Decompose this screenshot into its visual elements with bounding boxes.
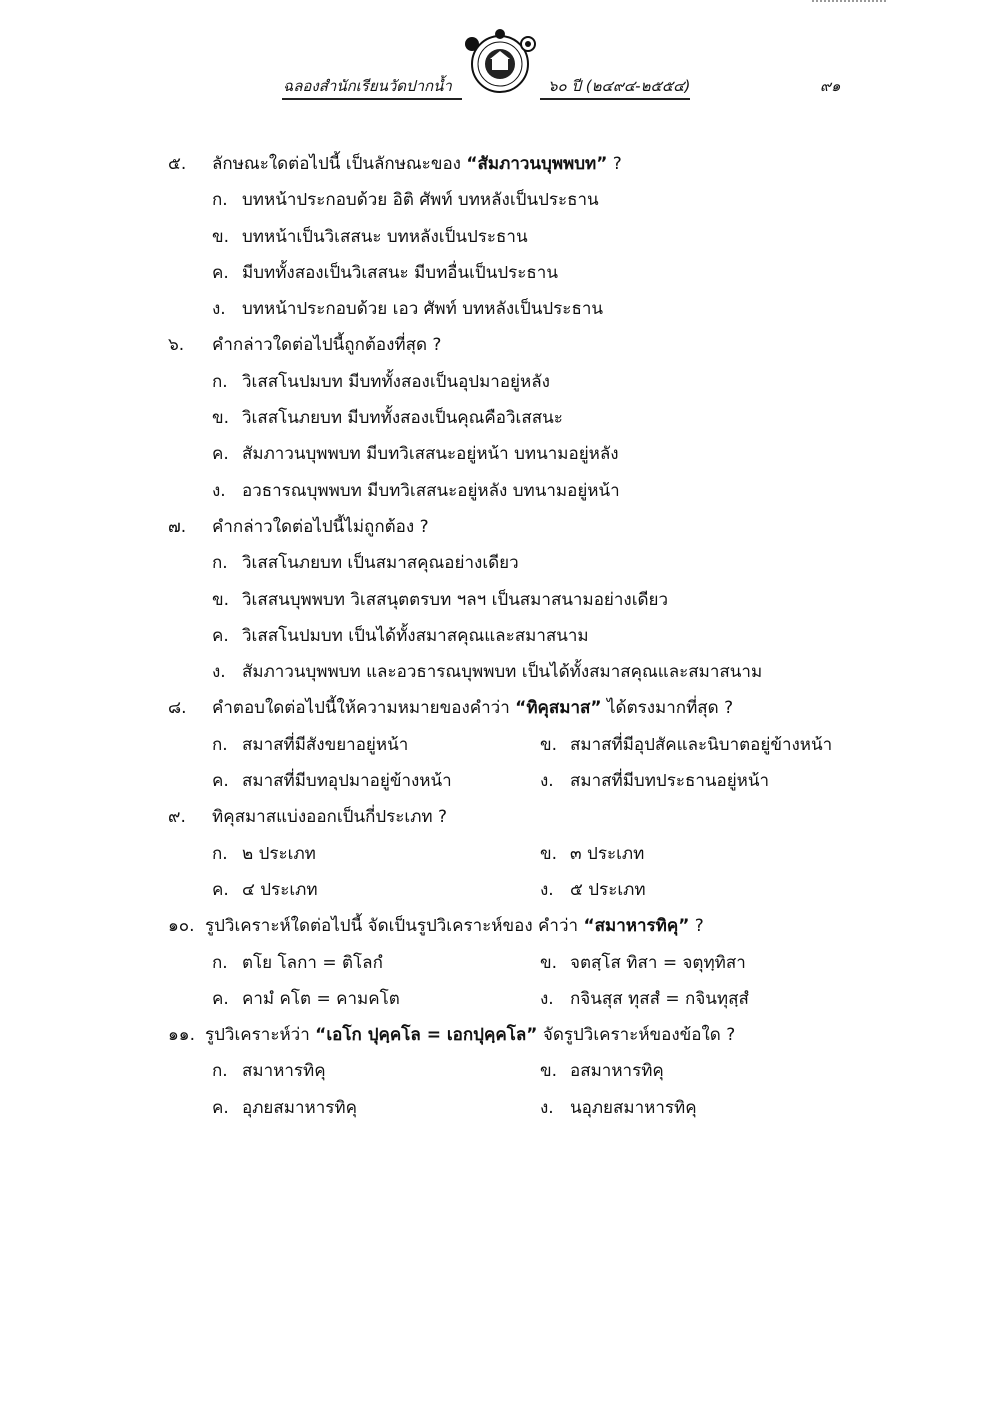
option-b: ข. ๓ ประเภท [540,843,645,864]
option-c: ค. ๔ ประเภท [212,879,318,900]
page-header [0,0,1000,120]
option-a: ก. วิเสสโนปมบท มีบททั้งสองเป็นอุปมาอยู่หลัง [212,371,550,392]
option-row [0,545,1000,581]
option-b: ข. บทหน้าเป็นวิเสสนะ บทหลังเป็นประธาน [212,226,528,247]
exam-content [0,146,1000,1126]
option-d: ง. สัมภาวนบุพพบท และอวธารณบุพพบท เป็นได้ทั้งสมาสคุณและสมาสนาม [212,662,763,683]
question-text: คำตอบใดต่อไปนี้ให้ความหมายของคำว่า “ทิคุสมาส” ได้ตรงมากที่สุด ? [212,698,734,719]
option-a: ก. สมาหารทิคุ [212,1061,326,1082]
question-number: ๕. [168,154,187,174]
option-row [0,872,1000,908]
option-row [0,654,1000,690]
option-c: ค. มีบททั้งสองเป็นวิเสสนะ มีบทอื่นเป็นประธาน [212,262,558,283]
option-d: ง. สมาสที่มีบทประธานอยู่หน้า [540,771,770,792]
option-d: ง. บทหน้าประกอบด้วย เอว ศัพท์ บทหลังเป็นประธาน [212,299,603,320]
question-10 [0,908,1000,944]
option-d: ง. นอุภยสมาหารทิคุ [540,1097,697,1118]
option-c: ค. อุภยสมาหารทิคุ [212,1097,357,1118]
option-c: ค. คามํ คโต = คามคโต [212,988,400,1009]
question-9 [0,799,1000,835]
question-6 [0,327,1000,363]
question-number: ๙. [168,807,186,828]
question-8 [0,690,1000,726]
option-row [0,836,1000,872]
page-number: ๙๑ [820,77,841,95]
question-text: ลักษณะใดต่อไปนี้ เป็นลักษณะของ “สัมภาวนบุพพบท” ? [212,154,622,174]
option-c: ค. สัมภาวนบุพพบท มีบทวิเสสนะอยู่หน้า บทนามอยู่หลัง [212,444,619,465]
option-row [0,291,1000,327]
header-rule-right [540,98,690,100]
question-11 [0,1017,1000,1053]
option-a: ก. ตโย โลกา = ติโลกํ [212,952,383,973]
question-text: คำกล่าวใดต่อไปนี้ถูกต้องที่สุด ? [212,335,442,356]
question-number: ๑๐. [168,916,195,937]
option-b: ข. สมาสที่มีอุปสัคและนิบาตอยู่ข้างหน้า [540,734,833,755]
question-text: รูปวิเคราะห์ว่า “เอโก ปุคฺคโล = เอกปุคฺคโล” จัดรูปวิเคราะห์ของข้อใด ? [205,1025,736,1046]
option-a: ก. ๒ ประเภท [212,843,316,864]
option-c: ค. สมาสที่มีบทอุปมาอยู่ข้างหน้า [212,771,452,792]
option-row [0,945,1000,981]
question-text: รูปวิเคราะห์ใดต่อไปนี้ จัดเป็นรูปวิเคราะห์ของ คำว่า “สมาหารทิคุ” ? [205,916,704,937]
option-d: ง. กจินสุส ทุสสํ = กจินทุสฺสํ [540,988,749,1009]
question-text: ทิคุสมาสแบ่งออกเป็นกี่ประเภท ? [212,807,448,828]
option-b: ข. จตสฺโส ทิสา = จตุทฺทิสา [540,952,746,973]
option-row [0,400,1000,436]
option-a: ก. บทหน้าประกอบด้วย อิติ ศัพท์ บทหลังเป็นประธาน [212,190,599,211]
option-d: ง. ๕ ประเภท [540,879,646,900]
option-b: ข. วิเสสโนภยบท มีบททั้งสองเป็นคุณคือวิเสสนะ [212,408,563,429]
header-anniversary: ๖๐ ปี (๒๔๙๔-๒๕๕๔) [548,77,691,95]
temple-emblem-icon [455,28,545,98]
question-number: ๗. [168,516,187,537]
option-d: ง. อวธารณบุพพบท มีบทวิเสสนะอยู่หลัง บทนามอยู่หน้า [212,480,620,501]
option-b: ข. วิเสสนบุพพบท วิเสสนุตตรบท ฯลฯ เป็นสมาสนามอย่างเดียว [212,589,669,610]
option-row [0,981,1000,1017]
header-institution: ฉลองสำนักเรียนวัดปากน้ำ [283,77,452,95]
option-row [0,255,1000,291]
option-row [0,182,1000,218]
option-row [0,582,1000,618]
option-row [0,727,1000,763]
question-number: ๘. [168,698,187,719]
header-rule-left [282,98,462,100]
option-row [0,763,1000,799]
option-b: ข. อสมาหารทิคุ [540,1061,664,1082]
option-row [0,219,1000,255]
option-row [0,1053,1000,1089]
question-5 [0,146,1000,182]
option-a: ก. วิเสสโนภยบท เป็นสมาสคุณอย่างเดียว [212,553,519,574]
question-7 [0,509,1000,545]
option-row [0,364,1000,400]
question-number: ๖. [168,335,185,356]
option-a: ก. สมาสที่มีสังขยาอยู่หน้า [212,734,409,755]
question-text: คำกล่าวใดต่อไปนี้ไม่ถูกต้อง ? [212,516,429,537]
option-row [0,1090,1000,1126]
question-number: ๑๑. [168,1025,195,1046]
option-row [0,618,1000,654]
option-row [0,473,1000,509]
scan-mark [812,0,886,8]
option-row [0,436,1000,472]
option-c: ค. วิเสสโนปมบท เป็นได้ทั้งสมาสคุณและสมาสนาม [212,625,589,646]
